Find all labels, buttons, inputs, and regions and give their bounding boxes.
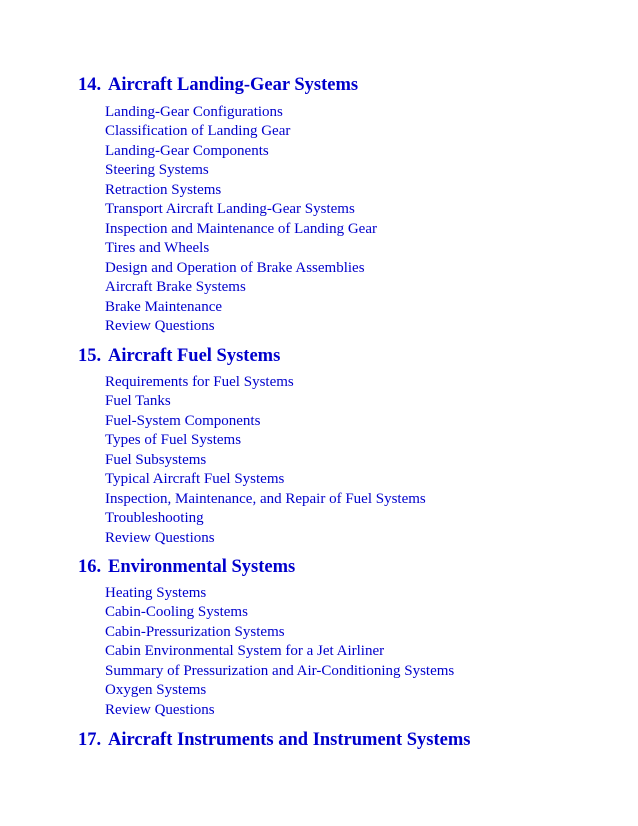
toc-link[interactable]: Retraction Systems [105,182,222,198]
toc-link[interactable]: Cabin Environmental System for a Jet Airliner [105,643,385,659]
toc-link[interactable]: Requirements for Fuel Systems [105,374,294,390]
chapter-number: 14. [78,75,102,95]
toc-link[interactable]: Classification of Landing Gear [105,123,291,139]
chapter-number: 17. [78,730,102,750]
toc-link[interactable]: Landing-Gear Components [105,143,269,159]
chapter-17-heading[interactable] [78,730,470,751]
chapter-14-heading[interactable] [78,75,358,96]
toc-link[interactable]: Summary of Pressurization and Air-Conditioning Systems [105,663,455,679]
toc-link[interactable]: Design and Operation of Brake Assemblies [105,260,365,276]
toc-link[interactable]: Cabin-Pressurization Systems [105,624,285,640]
toc-link[interactable]: Heating Systems [105,585,207,601]
chapter-title: Aircraft Landing-Gear Systems [108,75,359,95]
toc-link[interactable]: Troubleshooting [105,510,204,526]
chapter-title: Aircraft Fuel Systems [108,346,281,366]
chapter-15-heading[interactable] [78,346,280,367]
toc-link[interactable]: Typical Aircraft Fuel Systems [105,471,285,487]
toc-link[interactable]: Tires and Wheels [105,240,210,256]
toc-link[interactable]: Review Questions [105,530,215,546]
toc-link[interactable]: Fuel-System Components [105,413,261,429]
toc-link[interactable]: Inspection and Maintenance of Landing Gear [105,221,377,237]
toc-link[interactable]: Aircraft Brake Systems [105,279,246,295]
toc-link[interactable]: Landing-Gear Configurations [105,104,283,120]
chapter-number: 15. [78,346,102,366]
toc-link[interactable]: Steering Systems [105,162,209,178]
toc-link[interactable]: Transport Aircraft Landing-Gear Systems [105,201,355,217]
toc-link[interactable]: Oxygen Systems [105,682,207,698]
toc-link[interactable]: Cabin-Cooling Systems [105,604,248,620]
chapter-title: Environmental Systems [108,557,296,577]
toc-link[interactable]: Types of Fuel Systems [105,432,242,448]
chapter-16-heading[interactable] [78,557,295,578]
chapter-number: 16. [78,557,102,577]
toc-link[interactable]: Review Questions [105,702,215,718]
toc-link[interactable]: Inspection, Maintenance, and Repair of Fuel Systems [105,491,426,507]
toc-link[interactable]: Brake Maintenance [105,299,223,315]
toc-link[interactable]: Fuel Subsystems [105,452,207,468]
toc-link[interactable]: Review Questions [105,318,215,334]
toc-link[interactable]: Fuel Tanks [105,393,171,409]
chapter-title: Aircraft Instruments and Instrument Systems [108,730,471,750]
